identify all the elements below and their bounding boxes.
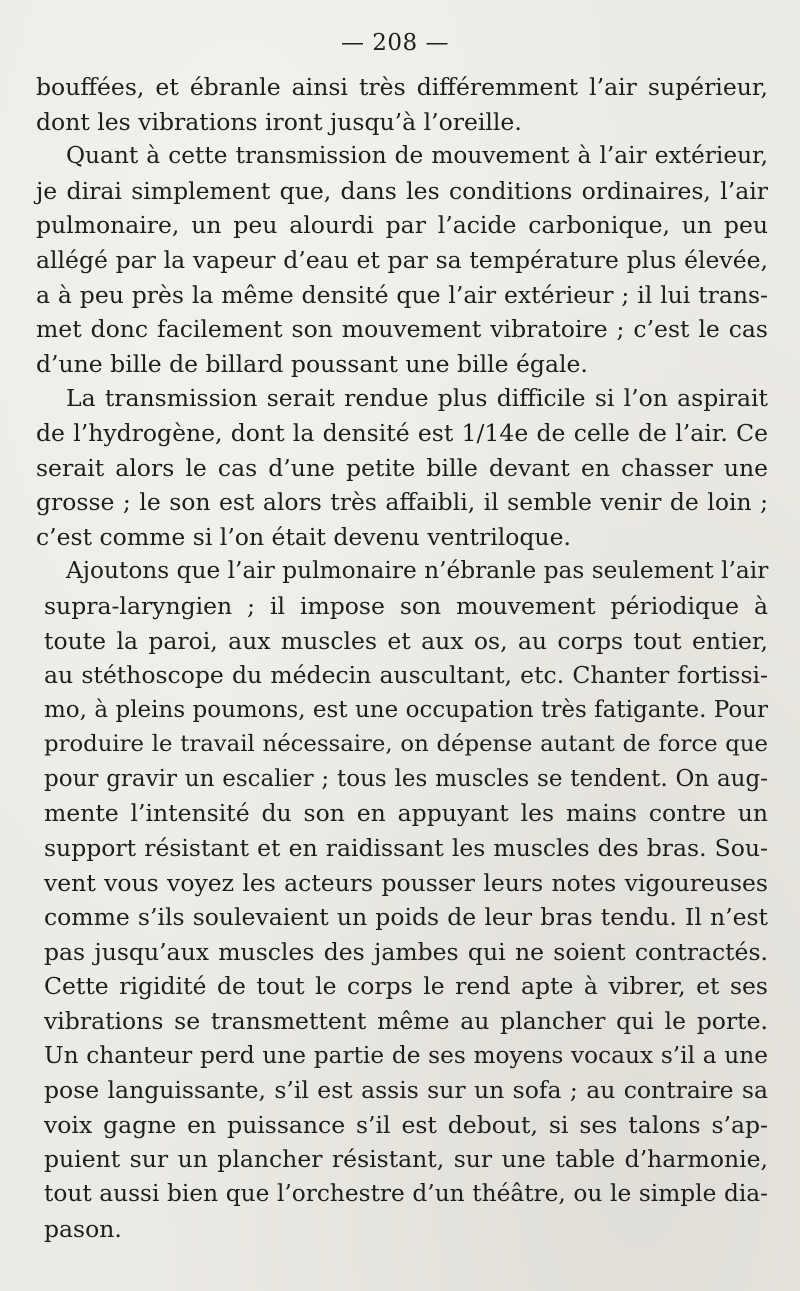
text-line: puient sur un plancher résistant, sur une table d’harmonie, [44,1145,768,1174]
text-line: tout aussi bien que l’orchestre d’un théâtre, ou le simple dia- [44,1180,768,1207]
text-line: comme s’ils soulevaient un poids de leur bras tendu. Il n’est [44,903,768,932]
page-number: — 208 — [340,30,450,56]
text-line: bouffées, et ébranle ainsi très différemment l’air supérieur, [36,73,768,101]
text-line: support résistant et en raidissant les muscles des bras. Sou- [44,834,768,863]
text-line: pose languissante, s’il est assis sur un sofa ; au contraire sa [44,1076,768,1105]
text-line: je dirai simplement que, dans les conditions ordinaires, l’air [36,176,768,205]
text-line: pulmonaire, un peu alourdi par l’acide carbonique, un peu [36,211,768,240]
text-line: c’est comme si l’on était devenu ventriloque. [36,522,571,551]
text-line: voix gagne en puissance s’il est debout, si ses talons s’ap- [44,1110,768,1139]
text-line: Un chanteur perd une partie de ses moyens vocaux s’il a une [44,1041,768,1069]
text-line: produire le travail nécessaire, on dépense autant de force que [44,731,768,758]
text-line: La transmission serait rendue plus difficile si l’on aspirait [66,384,768,413]
text-line: Cette rigidité de tout le corps le rend apte à vibrer, et ses [44,972,768,1001]
text-line: vent vous voyez les acteurs pousser leurs notes vigoureuses [44,868,768,897]
text-line: allégé par la vapeur d’eau et par sa température plus élevée, [36,245,768,274]
text-line: grosse ; le son est alors très affaibli, il semble venir de loin ; [36,488,768,517]
text-line: dont les vibrations iront jusqu’à l’oreille. [36,107,522,136]
text-line: d’une bille de billard poussant une bille égale. [36,349,588,378]
text-line: toute la paroi, aux muscles et aux os, au corps tout entier, [44,626,768,655]
text-line: Quant à cette transmission de mouvement à l’air extérieur, [66,142,768,170]
text-line: pas jusqu’aux muscles des jambes qui ne soient contractés. [44,937,768,966]
text-line: supra-laryngien ; il impose son mouvement périodique à [44,591,768,620]
text-line: au stéthoscope du médecin auscultant, etc. Chanter fortissi- [44,661,768,690]
text-line: pour gravir un escalier ; tous les muscles se tendent. On aug- [44,765,768,792]
text-line: mente l’intensité du son en appuyant les mains contre un [44,799,768,828]
text-line: a à peu près la même densité que l’air extérieur ; il lui trans- [36,280,768,309]
body-text [36,70,768,1246]
text-line: met donc facilement son mouvement vibratoire ; c’est le cas [36,315,768,344]
text-line: mo, à pleins poumons, est une occupation très fatigante. Pour [44,696,768,723]
text-line: pason. [44,1214,122,1243]
text-line: de l’hydrogène, dont la densité est 1/14e de celle de l’air. Ce [36,418,768,447]
text-line: vibrations se transmettent même au plancher qui le porte. [44,1007,768,1036]
text-line: Ajoutons que l’air pulmonaire n’ébranle pas seulement l’air [66,557,769,585]
text-line: serait alors le cas d’une petite bille devant en chasser une [36,453,768,482]
